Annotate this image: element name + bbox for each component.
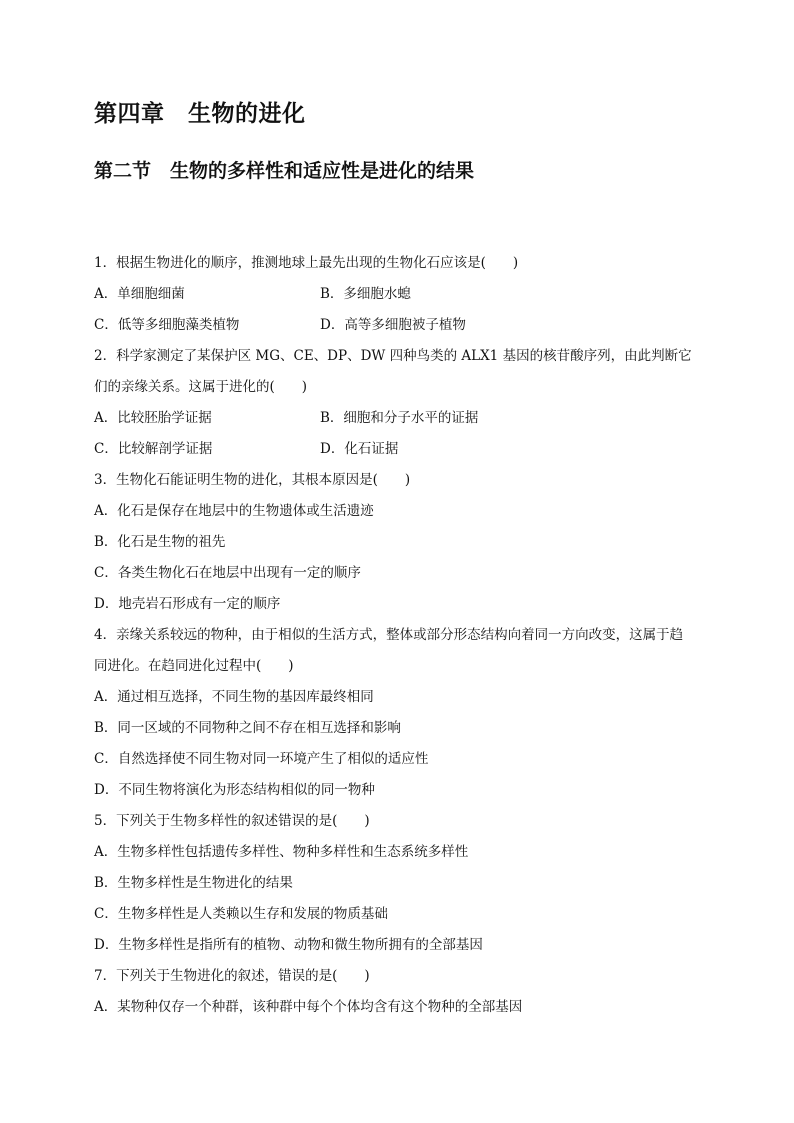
question-stem-continued: 们的亲缘关系。这属于进化的( ) (94, 379, 308, 395)
question-stem: 5．下列关于生物多样性的叙述错误的是( ) (94, 813, 370, 829)
option-row (94, 434, 706, 465)
option-a: A．单细胞细菌 (94, 286, 185, 302)
question-stem: 7．下列关于生物进化的叙述，错误的是( ) (94, 968, 370, 984)
option-b: B．多细胞水螅 (320, 286, 411, 302)
question-stem: 1．根据生物进化的顺序，推测地球上最先出现的生物化石应该是( ) (94, 255, 519, 271)
option-a: A．比较胚胎学证据 (94, 410, 212, 426)
question-2 (94, 341, 706, 465)
option-b: B．同一区域的不同物种之间不存在相互选择和影响 (94, 720, 401, 736)
question-stem-continued: 同进化。在趋同进化过程中( ) (94, 658, 294, 674)
chapter-title: 第四章 生物的进化 (94, 100, 306, 127)
question-stem: 4．亲缘关系较远的物种，由于相似的生活方式，整体或部分形态结构向着同一方向改变，这属于趋 (94, 627, 684, 643)
section-title: 第二节 生物的多样性和适应性是进化的结果 (94, 160, 475, 182)
option-a: A．通过相互选择，不同生物的基因库最终相同 (94, 689, 374, 705)
option-c: C．比较解剖学证据 (94, 441, 213, 457)
question-stem: 2．科学家测定了某保护区 MG、CE、DP、DW 四种鸟类的 ALX1 基因的核苷酸序列，由此判断它 (94, 348, 692, 364)
option-row (94, 310, 706, 341)
question-5 (94, 806, 706, 961)
question-stem: 3．生物化石能证明生物的进化，其根本原因是( ) (94, 472, 411, 488)
option-a: A．某物种仅存一个种群，该种群中每个个体均含有这个物种的全部基因 (94, 999, 523, 1015)
option-d: D．高等多细胞被子植物 (320, 317, 466, 333)
option-a: A．化石是保存在地层中的生物遗体或生活遗迹 (94, 503, 374, 519)
question-3 (94, 465, 706, 620)
question-list (94, 248, 706, 1023)
option-c: C．生物多样性是人类赖以生存和发展的物质基础 (94, 906, 388, 922)
option-b: B．生物多样性是生物进化的结果 (94, 875, 293, 891)
question-4 (94, 620, 706, 806)
option-row (94, 279, 706, 310)
option-a: A．生物多样性包括遗传多样性、物种多样性和生态系统多样性 (94, 844, 469, 860)
option-c: C．自然选择使不同生物对同一环境产生了相似的适应性 (94, 751, 429, 767)
option-c: C．低等多细胞藻类植物 (94, 317, 240, 333)
option-d: D．化石证据 (320, 441, 399, 457)
question-7 (94, 961, 706, 1023)
option-d: D．不同生物将演化为形态结构相似的同一物种 (94, 782, 375, 798)
option-d: D．地壳岩石形成有一定的顺序 (94, 596, 281, 612)
option-c: C．各类生物化石在地层中出现有一定的顺序 (94, 565, 361, 581)
option-d: D．生物多样性是指所有的植物、动物和微生物所拥有的全部基因 (94, 937, 483, 953)
question-1 (94, 248, 706, 341)
option-b: B．细胞和分子水平的证据 (320, 410, 479, 426)
option-row (94, 403, 706, 434)
option-b: B．化石是生物的祖先 (94, 534, 226, 550)
